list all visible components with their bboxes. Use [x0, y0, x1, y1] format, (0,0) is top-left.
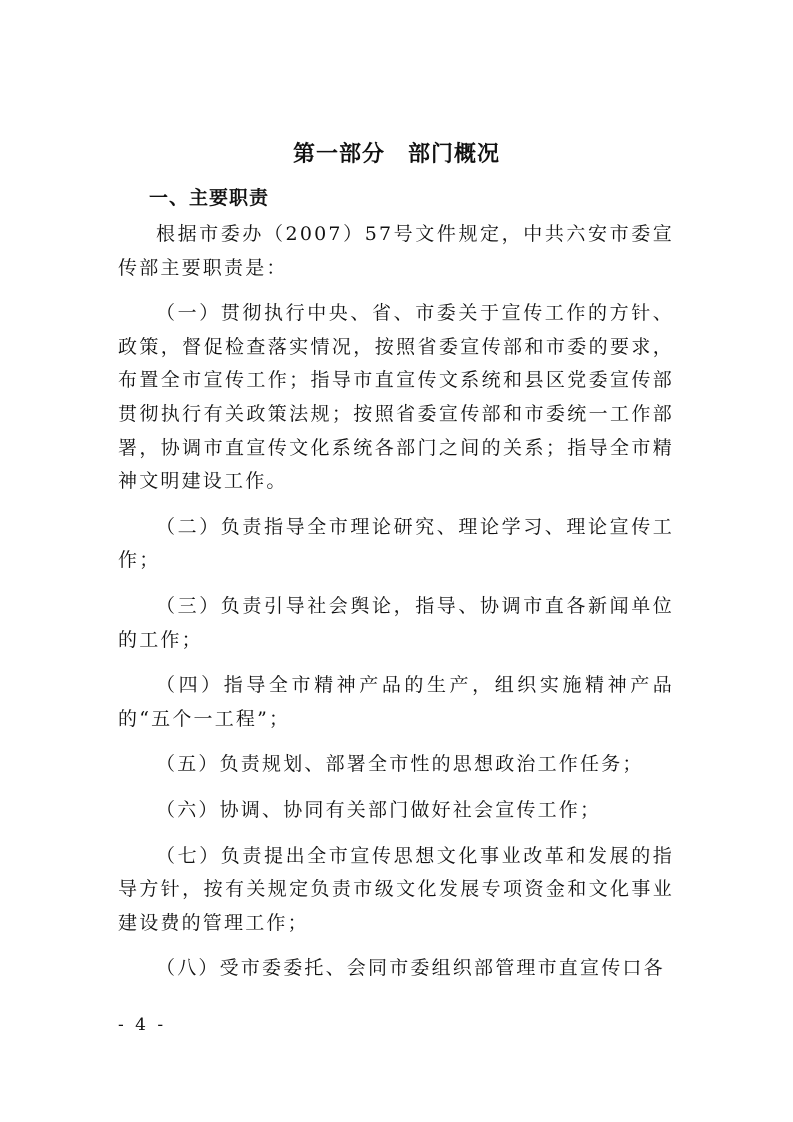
page-title: 第一部分 部门概况: [292, 142, 500, 167]
paragraph-duty-7: （七）负责提出全市宣传思想文化事业改革和发展的指导方针，按有关规定负责市级文化发展专项资金和文化事业建设费的管理工作；: [118, 844, 674, 934]
paragraph-duty-3: （三）负责引导社会舆论，指导、协调市直各新闻单位的工作；: [118, 594, 674, 651]
paragraph-duty-1: （一）贯彻执行中央、省、市委关于宣传工作的方针、政策，督促检查落实情况，按照省委宣传部和市委的要求，布置全市宣传工作；指导市直宣传文系统和县区党委宣传部贯彻执行有关政策法规；按照省委宣传部和市委统一工作部署，协调市直宣传文化系统各部门之间的关系；指导全市精神文明建设工作。: [118, 302, 674, 493]
paragraph-duty-2: （二）负责指导全市理论研究、理论学习、理论宣传工作；: [118, 515, 674, 572]
paragraph-duty-6: （六）协调、协同有关部门做好社会宣传工作；: [156, 798, 602, 821]
paragraph-duty-4: （四）指导全市精神产品的生产，组织实施精神产品的“五个一工程”；: [118, 674, 674, 730]
paragraph-duty-8: （八）受市委委托、会同市委组织部管理市直宣传口各: [156, 957, 665, 980]
paragraph-intro: 根据市委办（2007）57号文件规定，中共六安市委宣传部主要职责是：: [118, 223, 674, 279]
page-number: - 4 -: [118, 1015, 167, 1035]
document-body: [118, 218, 674, 986]
paragraph-duty-5: （五）负责规划、部署全市性的思想政治工作任务；: [156, 753, 644, 776]
section-heading: 一、主要职责: [149, 187, 270, 209]
